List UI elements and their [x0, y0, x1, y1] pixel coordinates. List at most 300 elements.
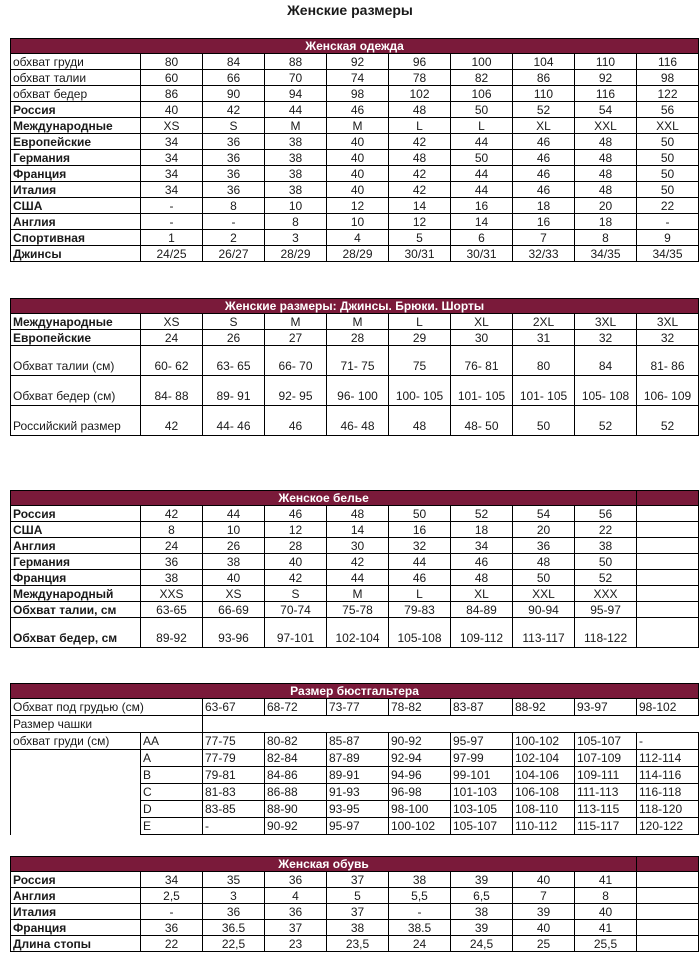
table-cell: 91-93 [327, 784, 389, 801]
table-cell: 28/29 [327, 246, 389, 262]
table-cell: 41 [575, 920, 637, 936]
table-cell: 99-101 [451, 767, 513, 784]
table-cell: 7 [513, 888, 575, 904]
bust-label: обхват груди (см) [11, 733, 141, 750]
table-cell: 36 [203, 166, 265, 182]
table-cell: 34/35 [575, 246, 637, 262]
page-title: Женские размеры [287, 2, 413, 18]
table-cell: 42 [141, 506, 203, 522]
table-cell: 78-82 [389, 699, 451, 716]
table-title: Размер бюстгальтера [11, 684, 699, 699]
table-cell: 98-102 [637, 699, 699, 716]
table-cell: 75-78 [327, 602, 389, 618]
table-cell [637, 522, 699, 538]
table-cell: 93-95 [327, 801, 389, 818]
table-cell: 96- 100 [327, 376, 389, 406]
table-header-row [11, 39, 699, 54]
table-row [11, 767, 699, 784]
table-cell: 46 [513, 134, 575, 150]
table-row [11, 570, 699, 586]
row-label: Международный [11, 586, 141, 602]
table-cell: 39 [451, 920, 513, 936]
table-cell: XL [451, 314, 513, 330]
table-cell: 85-87 [327, 733, 389, 750]
table-cell: 30/31 [451, 246, 513, 262]
table-row [11, 214, 699, 230]
table-cell: S [203, 118, 265, 134]
table-cell: 54 [513, 506, 575, 522]
table-cell: 73-77 [327, 699, 389, 716]
table-cell: 63-65 [141, 602, 203, 618]
table-cell: 28/29 [265, 246, 327, 262]
table-cell: 4 [265, 888, 327, 904]
table-cell: 36 [203, 134, 265, 150]
table-cell: 25 [513, 936, 575, 952]
table-cell: 90-92 [265, 818, 327, 835]
table-cell: 32 [637, 330, 699, 346]
table-cell: 114-116 [637, 767, 699, 784]
table-cell: 50 [451, 102, 513, 118]
cup-cell: B [141, 767, 203, 784]
table-cell: 5 [327, 888, 389, 904]
table-cell: 24 [389, 936, 451, 952]
table-cell: 2XL [513, 314, 575, 330]
table-title-cell [637, 857, 699, 872]
table-cell: 10 [265, 198, 327, 214]
table-row [11, 198, 699, 214]
table-cell: 95-97 [451, 733, 513, 750]
row-label: Англия [11, 888, 141, 904]
table-cell: 44 [389, 554, 451, 570]
table-cell: 12 [389, 214, 451, 230]
table-row [11, 406, 699, 436]
table-cell: 3 [203, 888, 265, 904]
table-row [11, 102, 699, 118]
table-cell: 35 [203, 872, 265, 888]
row-label: Франция [11, 166, 141, 182]
row-label: Россия [11, 102, 141, 118]
table-cell: 1 [141, 230, 203, 246]
cup-cell: E [141, 818, 203, 835]
table-cell: 46- 48 [327, 406, 389, 436]
table-cell: 36 [513, 538, 575, 554]
table-cell: 36 [203, 150, 265, 166]
table-cell: 22 [575, 522, 637, 538]
table-cell: 5 [389, 230, 451, 246]
table-cell: 25,5 [575, 936, 637, 952]
table-cell: 8 [575, 230, 637, 246]
row-label: Международные [11, 118, 141, 134]
table-cell: 48 [575, 166, 637, 182]
table-cell: 56 [575, 506, 637, 522]
table-cell: 36.5 [203, 920, 265, 936]
table-cell: 32 [575, 330, 637, 346]
table-cell: 68-72 [265, 699, 327, 716]
table-cell: 3XL [575, 314, 637, 330]
table-cell: - [141, 214, 203, 230]
table-row [11, 538, 699, 554]
cup-cell: AA [141, 733, 203, 750]
table-row [11, 904, 699, 920]
table-cell: 84-86 [265, 767, 327, 784]
table-cell: 3 [265, 230, 327, 246]
table-cell [637, 602, 699, 618]
table-row [11, 166, 699, 182]
table-cell: 116-118 [637, 784, 699, 801]
table-cell: 32 [389, 538, 451, 554]
table-cell: 92- 95 [265, 376, 327, 406]
table-cell: 80 [141, 54, 203, 70]
table-cell: 40 [141, 102, 203, 118]
table-cell: 106 [451, 86, 513, 102]
table-cell: 29 [389, 330, 451, 346]
table-cell: 5,5 [389, 888, 451, 904]
table-cell: 100-102 [389, 818, 451, 835]
table-row [11, 330, 699, 346]
table-cell: 52 [513, 102, 575, 118]
table-cell: 98 [327, 86, 389, 102]
row-label: Спортивная [11, 230, 141, 246]
table-cell: 102-104 [327, 618, 389, 648]
table-cell [637, 538, 699, 554]
table-cell: 98-100 [389, 801, 451, 818]
table-cell: 96 [389, 54, 451, 70]
table-cell: 56 [637, 102, 699, 118]
table-cell: 77-79 [203, 750, 265, 767]
table-cell: 50 [637, 166, 699, 182]
table-cell: L [389, 586, 451, 602]
table-cell: 105-107 [451, 818, 513, 835]
lingerie-size-table [10, 490, 699, 648]
table-cell: 48 [327, 506, 389, 522]
table-cell: 102 [389, 86, 451, 102]
table-cell [637, 506, 699, 522]
table-cell: 92 [327, 54, 389, 70]
table-cell: 18 [513, 198, 575, 214]
table-cell: 3XL [637, 314, 699, 330]
row-label: Италия [11, 182, 141, 198]
table-cell: 71- 75 [327, 346, 389, 376]
table-row [11, 818, 699, 835]
table-row [11, 376, 699, 406]
table-cell: 81- 86 [637, 346, 699, 376]
table-cell: L [451, 118, 513, 134]
table-cell: 4 [327, 230, 389, 246]
table-cell: 104 [513, 54, 575, 70]
table-cell: 44 [265, 102, 327, 118]
table-cell: 14 [389, 198, 451, 214]
table-cell: - [637, 733, 699, 750]
table-title: Женская одежда [11, 39, 699, 54]
table-cell: 105-108 [389, 618, 451, 648]
table-cell: XXX [575, 586, 637, 602]
table-cell: 89-92 [141, 618, 203, 648]
row-label: Германия [11, 554, 141, 570]
table-cell: 46 [451, 554, 513, 570]
table-cell: 46 [513, 150, 575, 166]
table-cell: 84 [575, 346, 637, 376]
table-row [11, 872, 699, 888]
bust-label [11, 784, 141, 801]
table-cell: 94-96 [389, 767, 451, 784]
table-cell: 23,5 [327, 936, 389, 952]
table-cell: 26 [203, 538, 265, 554]
table-cell: 12 [327, 198, 389, 214]
table-cell: 110-112 [513, 818, 575, 835]
table-cell: 48- 50 [451, 406, 513, 436]
table-cell [637, 872, 699, 888]
table-cell: 88-90 [265, 801, 327, 818]
table-cell [203, 716, 699, 733]
table-cell: 28 [265, 538, 327, 554]
table-cell [637, 888, 699, 904]
table-cell: 38.5 [389, 920, 451, 936]
table-cell: 34 [141, 134, 203, 150]
table-cell: XXS [141, 586, 203, 602]
cup-cell: D [141, 801, 203, 818]
table-cell: 42 [203, 102, 265, 118]
bust-label [11, 801, 141, 818]
table-row [11, 522, 699, 538]
table-cell: 80 [513, 346, 575, 376]
table-cell: S [265, 586, 327, 602]
table-row [11, 784, 699, 801]
table-cell: 98 [637, 70, 699, 86]
table-cell: 50 [451, 150, 513, 166]
table-cell: 92-94 [389, 750, 451, 767]
table-cell [637, 554, 699, 570]
table-cell: 23 [265, 936, 327, 952]
table-cell: 84 [203, 54, 265, 70]
table-cell: 81-83 [203, 784, 265, 801]
row-label: Россия [11, 506, 141, 522]
table-cell: 94 [265, 86, 327, 102]
table-cell: 63-67 [203, 699, 265, 716]
table-cell: 101-103 [451, 784, 513, 801]
table-cell: 38 [265, 182, 327, 198]
table-cell: 40 [327, 166, 389, 182]
table-cell: 10 [203, 522, 265, 538]
table-cell: 46 [389, 570, 451, 586]
table-cell: 34 [141, 182, 203, 198]
table-cell: 38 [203, 554, 265, 570]
table-cell: 34 [141, 166, 203, 182]
table-cell: 100 [451, 54, 513, 70]
table-cell: XL [513, 118, 575, 134]
table-cell: 6 [451, 230, 513, 246]
row-label: США [11, 198, 141, 214]
table-cell: S [203, 314, 265, 330]
table-cell: 41 [575, 872, 637, 888]
table-cell: 86 [513, 70, 575, 86]
table-cell: 66- 70 [265, 346, 327, 376]
table-cell: 48 [575, 134, 637, 150]
table-cell: 14 [451, 214, 513, 230]
table-cell: 116 [575, 86, 637, 102]
table-cell: 90 [203, 86, 265, 102]
table-cell: 111-113 [575, 784, 637, 801]
table-cell: 16 [389, 522, 451, 538]
table-cell: 107-109 [575, 750, 637, 767]
table-cell: 101- 105 [451, 376, 513, 406]
table-cell: 18 [575, 214, 637, 230]
table-cell: 22,5 [203, 936, 265, 952]
table-cell: 109-111 [575, 767, 637, 784]
jeans-size-table [10, 298, 699, 436]
row-label: Германия [11, 150, 141, 166]
table-cell: 95-97 [575, 602, 637, 618]
table-cell: 52 [451, 506, 513, 522]
underbust-label: Обхват под грудью (см) [11, 699, 203, 716]
table-cell: 44 [327, 570, 389, 586]
row-label: Джинсы [11, 246, 141, 262]
row-label: Европейские [11, 330, 141, 346]
table-row [11, 86, 699, 102]
table-cell: 44 [451, 182, 513, 198]
table-row [11, 920, 699, 936]
table-cell: XXL [575, 118, 637, 134]
cup-cell: C [141, 784, 203, 801]
row-label: обхват талии [11, 70, 141, 86]
table-cell: 16 [513, 214, 575, 230]
table-title: Женские размеры: Джинсы. Брюки. Шорты [11, 299, 699, 314]
table-cell: 46 [513, 166, 575, 182]
table-cell: 110 [513, 86, 575, 102]
table-cell: 22 [637, 198, 699, 214]
table-cell: 76- 81 [451, 346, 513, 376]
table-cell: 38 [265, 150, 327, 166]
table-cell: 24 [141, 330, 203, 346]
table-cell: 14 [327, 522, 389, 538]
table-cell: 100-102 [513, 733, 575, 750]
table-cell: 86 [141, 86, 203, 102]
table-row [11, 118, 699, 134]
table-cell: 102-104 [513, 750, 575, 767]
table-cell: 118-122 [575, 618, 637, 648]
table-cell: - [141, 198, 203, 214]
table-cell: 40 [327, 134, 389, 150]
table-cell: 44 [451, 134, 513, 150]
table-cell: 113-115 [575, 801, 637, 818]
table-cell: L [389, 314, 451, 330]
table-cell: 37 [265, 920, 327, 936]
table-cell: 28 [327, 330, 389, 346]
table-cell: 108-110 [513, 801, 575, 818]
table-cell: 60 [141, 70, 203, 86]
table-cell: 36 [141, 920, 203, 936]
bra-size-table [10, 683, 699, 835]
table-cell: M [327, 118, 389, 134]
table-cell: 42 [389, 134, 451, 150]
table-cell: 38 [389, 872, 451, 888]
table-cell: XS [203, 586, 265, 602]
table-cell: 90-94 [513, 602, 575, 618]
table-cell: 70 [265, 70, 327, 86]
table-title-cell [637, 491, 699, 506]
table-cell: 26 [203, 330, 265, 346]
table-cell: M [265, 118, 327, 134]
table-row [11, 54, 699, 70]
table-cell: 40 [513, 872, 575, 888]
table-cell: 46 [265, 406, 327, 436]
table-cell: 8 [203, 198, 265, 214]
table-cell: 37 [327, 904, 389, 920]
table-cell: 44 [203, 506, 265, 522]
table-cell: 52 [575, 570, 637, 586]
table-cell: 7 [513, 230, 575, 246]
table-cell: XS [141, 314, 203, 330]
row-label: Обхват бедер, см [11, 618, 141, 648]
row-label: обхват бедер [11, 86, 141, 102]
table-row [11, 699, 699, 716]
table-cell: 66-69 [203, 602, 265, 618]
table-cell: 36 [141, 554, 203, 570]
table-cell: 20 [513, 522, 575, 538]
table-cell: 36 [203, 904, 265, 920]
table-cell [637, 936, 699, 952]
table-cell: 40 [327, 182, 389, 198]
table-cell: 44- 46 [203, 406, 265, 436]
table-row [11, 314, 699, 330]
table-cell: 48 [575, 150, 637, 166]
table-cell: 105-107 [575, 733, 637, 750]
table-cell: 103-105 [451, 801, 513, 818]
table-cell: 46 [327, 102, 389, 118]
table-cell: XS [141, 118, 203, 134]
table-cell: 30 [451, 330, 513, 346]
table-cell: 40 [265, 554, 327, 570]
table-cell: 106- 109 [637, 376, 699, 406]
table-cell: 22 [141, 936, 203, 952]
table-row [11, 618, 699, 648]
table-cell: 60- 62 [141, 346, 203, 376]
table-cell: 96-98 [389, 784, 451, 801]
table-cell: 93-96 [203, 618, 265, 648]
table-row [11, 506, 699, 522]
table-cell: 82 [451, 70, 513, 86]
table-cell: 50 [575, 554, 637, 570]
table-row [11, 716, 699, 733]
table-cell: 84- 88 [141, 376, 203, 406]
table-cell: 97-99 [451, 750, 513, 767]
table-cell: 42 [265, 570, 327, 586]
table-row [11, 134, 699, 150]
table-cell: 40 [513, 920, 575, 936]
table-cell: 24/25 [141, 246, 203, 262]
table-cell: 48 [389, 406, 451, 436]
table-cell: 34 [451, 538, 513, 554]
table-cell: 9 [637, 230, 699, 246]
table-cell: 38 [575, 538, 637, 554]
table-cell: 106-108 [513, 784, 575, 801]
table-cell: 89-91 [327, 767, 389, 784]
table-cell: 24,5 [451, 936, 513, 952]
table-cell: 105- 108 [575, 376, 637, 406]
row-label: Европейские [11, 134, 141, 150]
table-cell: 88 [265, 54, 327, 70]
table-cell: 70-74 [265, 602, 327, 618]
table-cell: 83-87 [451, 699, 513, 716]
table-cell: 16 [451, 198, 513, 214]
table-cell: 79-81 [203, 767, 265, 784]
table-cell: 113-117 [513, 618, 575, 648]
table-cell: - [637, 214, 699, 230]
row-label: Франция [11, 570, 141, 586]
row-label: США [11, 522, 141, 538]
row-label: Россия [11, 872, 141, 888]
table-cell: 32/33 [513, 246, 575, 262]
cup-cell: A [141, 750, 203, 767]
